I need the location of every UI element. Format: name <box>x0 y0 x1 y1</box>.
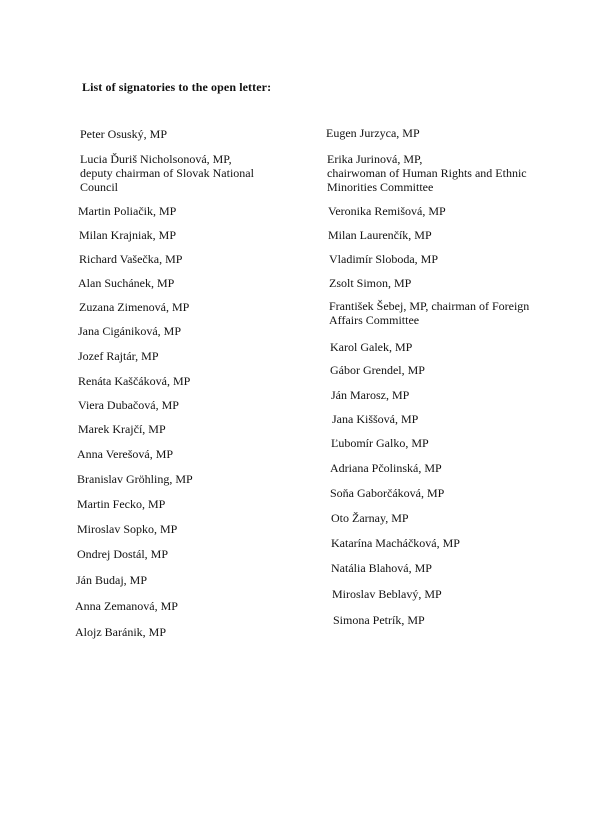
signatory-line: Ján Budaj, MP <box>76 573 148 587</box>
right-signatory <box>329 299 529 327</box>
left-signatory <box>80 152 254 194</box>
signatory-line: Karol Galek, MP <box>330 340 413 354</box>
signatory-line: Milan Laurenčík, MP <box>328 228 432 242</box>
right-signatory <box>328 228 432 242</box>
signatory-line: Adriana Pčolinská, MP <box>330 461 442 475</box>
right-signatory <box>326 126 420 140</box>
right-signatory <box>329 252 438 266</box>
signatory-line: Erika Jurinová, MP, <box>327 152 423 166</box>
signatory-line: Jozef Rajtár, MP <box>78 349 159 363</box>
left-signatory <box>78 324 181 338</box>
signatory-line: Zuzana Zimenová, MP <box>79 300 190 314</box>
signatory-line: Viera Dubačová, MP <box>78 398 179 412</box>
right-signatory <box>330 363 425 377</box>
right-signatory <box>332 412 418 426</box>
signatory-line: Jana Kiššová, MP <box>332 412 419 426</box>
left-signatory <box>75 599 178 613</box>
right-signatory <box>331 561 432 575</box>
signatory-line: Milan Krajniak, MP <box>79 228 176 242</box>
signatory-line: Alojz Baránik, MP <box>75 625 166 639</box>
signatory-line: Natália Blahová, MP <box>331 561 432 575</box>
signatory-line: Miroslav Sopko, MP <box>77 522 178 536</box>
left-signatory <box>80 127 167 141</box>
left-signatory <box>78 374 190 388</box>
signatory-line: Richard Vašečka, MP <box>79 252 183 266</box>
right-signatory <box>331 536 460 550</box>
signatory-line: Soňa Gaborčáková, MP <box>330 486 445 500</box>
signatory-line: Martin Fecko, MP <box>77 497 166 511</box>
signatory-line: Alan Suchánek, MP <box>78 276 175 290</box>
signatory-line: deputy chairman of Slovak National <box>80 166 254 180</box>
signatory-line: Ondrej Dostál, MP <box>77 547 168 561</box>
right-signatory <box>332 587 442 601</box>
left-signatory <box>79 252 182 266</box>
signatory-line: chairwoman of Human Rights and Ethnic <box>327 166 527 180</box>
signatory-line: Oto Žarnay, MP <box>331 511 409 525</box>
signatory-line: Anna Zemanová, MP <box>75 599 178 613</box>
signatory-line: Affairs Committee <box>329 313 420 327</box>
signatory-line: Minorities Committee <box>327 180 434 194</box>
right-signatory <box>327 152 527 194</box>
signatory-line: Marek Krajčí, MP <box>78 422 166 436</box>
left-signatory <box>78 276 174 290</box>
left-signatory <box>77 522 177 536</box>
signatory-line: Renáta Kaščáková, MP <box>78 374 191 388</box>
left-signatory <box>77 472 193 486</box>
right-signatory <box>333 613 425 627</box>
left-signatory <box>76 573 147 587</box>
signatory-line: Simona Petrík, MP <box>333 613 425 627</box>
signatory-line: Eugen Jurzyca, MP <box>326 126 420 140</box>
left-signatory <box>75 625 166 639</box>
right-signatory <box>330 340 412 354</box>
signatory-line: Vladimír Sloboda, MP <box>329 252 439 266</box>
signatory-line: Katarína Macháčková, MP <box>331 536 460 550</box>
signatory-line: Ľubomír Galko, MP <box>331 436 429 450</box>
signatory-line: Ján Marosz, MP <box>331 388 410 402</box>
left-signatory <box>77 547 168 561</box>
signatory-line: Jana Cigániková, MP <box>78 324 181 338</box>
left-signatory <box>78 349 159 363</box>
list-heading: List of signatories to the open letter: <box>82 80 272 94</box>
signatory-line: Miroslav Beblavý, MP <box>332 587 442 601</box>
left-signatory <box>78 422 166 436</box>
right-signatory <box>331 436 429 450</box>
left-signatory <box>77 447 173 461</box>
signatory-line: Lucia Ďuriš Nicholsonová, MP, <box>80 152 232 166</box>
left-signatory <box>78 204 176 218</box>
right-signatory <box>330 461 442 475</box>
signatory-line: Gábor Grendel, MP <box>330 363 425 377</box>
signatory-line: Zsolt Simon, MP <box>329 276 412 290</box>
left-signatory <box>78 398 179 412</box>
right-signatory <box>331 388 409 402</box>
signatory-line: Martin Poliačik, MP <box>78 204 177 218</box>
signatory-line: Peter Osuský, MP <box>80 127 168 141</box>
right-signatory <box>331 511 409 525</box>
left-signatory <box>79 300 189 314</box>
left-signatory <box>79 228 176 242</box>
right-signatory <box>329 276 411 290</box>
right-signatory <box>328 204 446 218</box>
signatory-line: Branislav Gröhling, MP <box>77 472 193 486</box>
signatory-line: Council <box>80 180 118 194</box>
left-signatory <box>77 497 165 511</box>
signatory-line: Veronika Remišová, MP <box>328 204 446 218</box>
right-signatory <box>330 486 444 500</box>
signatory-line: Anna Verešová, MP <box>77 447 174 461</box>
signatory-line: František Šebej, MP, chairman of Foreign <box>329 299 530 313</box>
